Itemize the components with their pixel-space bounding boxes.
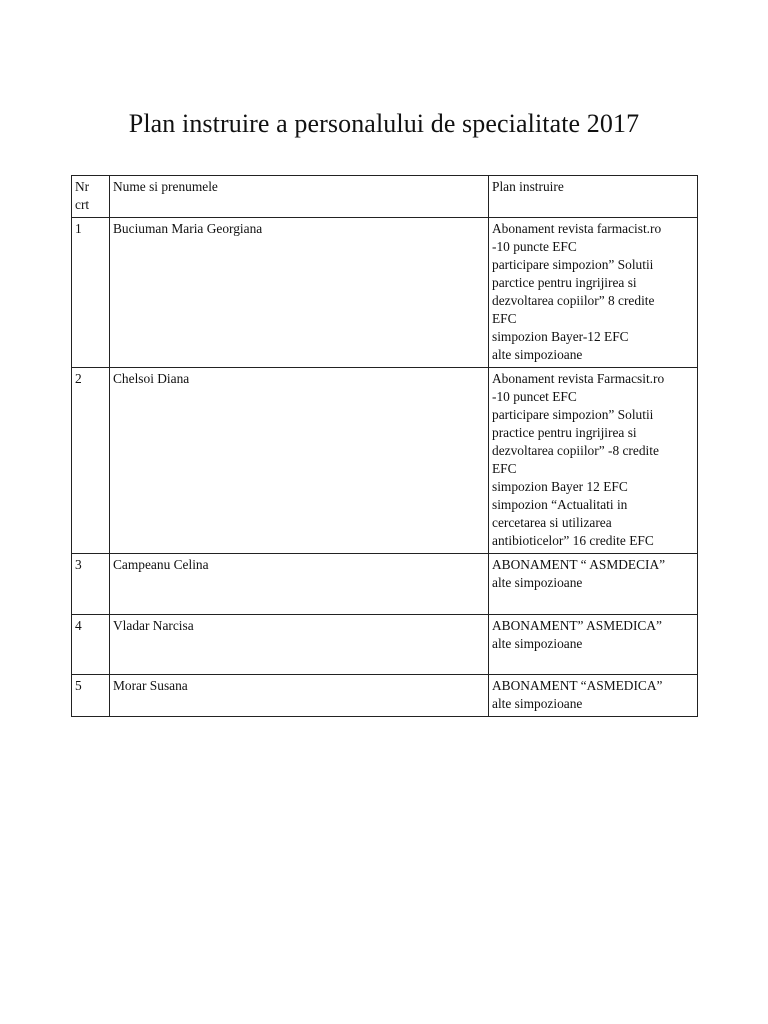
row-name: Campeanu Celina xyxy=(110,554,489,615)
plan-line: practice pentru ingrijirea si xyxy=(492,425,637,440)
plan-line: ABONAMENT “ ASMDECIA” xyxy=(492,557,666,572)
row-number: 3 xyxy=(72,554,110,615)
table-row xyxy=(72,675,698,717)
page-title: Plan instruire a personalului de specialitate 2017 xyxy=(128,109,640,138)
plan-line: EFC xyxy=(492,461,517,476)
plan-line: antibioticelor” 16 credite EFC xyxy=(492,533,654,548)
table-row xyxy=(72,218,698,368)
plan-line: alte simpozioane xyxy=(492,575,583,590)
row-number: 2 xyxy=(72,368,110,554)
row-plan xyxy=(489,554,698,615)
plan-line: simpozion “Actualitati in xyxy=(492,497,628,512)
plan-line: simpozion Bayer 12 EFC xyxy=(492,479,628,494)
row-number: 1 xyxy=(72,218,110,368)
header-plan: Plan instruire xyxy=(489,176,698,218)
plan-line: EFC xyxy=(492,311,517,326)
row-name: Vladar Narcisa xyxy=(110,615,489,675)
plan-line: parctice pentru ingrijirea si xyxy=(492,275,637,290)
plan-line: ABONAMENT” ASMEDICA” xyxy=(492,618,662,633)
plan-line: alte simpozioane xyxy=(492,347,583,362)
row-plan xyxy=(489,615,698,675)
plan-line: participare simpozion” Solutii xyxy=(492,257,654,272)
plan-line: dezvoltarea copiilor” -8 credite xyxy=(492,443,659,458)
plan-line: participare simpozion” Solutii xyxy=(492,407,654,422)
plan-line: dezvoltarea copiilor” 8 credite xyxy=(492,293,655,308)
plan-line: ABONAMENT “ASMEDICA” xyxy=(492,678,663,693)
row-name: Buciuman Maria Georgiana xyxy=(110,218,489,368)
row-name: Morar Susana xyxy=(110,675,489,717)
row-name: Chelsoi Diana xyxy=(110,368,489,554)
row-plan xyxy=(489,368,698,554)
table-row xyxy=(72,615,698,675)
plan-line: Abonament revista Farmacsit.ro xyxy=(492,371,665,386)
row-plan xyxy=(489,218,698,368)
plan-line: simpozion Bayer-12 EFC xyxy=(492,329,629,344)
header-nr-crt: Nr crt xyxy=(72,176,110,218)
plan-line: -10 puncet EFC xyxy=(492,389,577,404)
table-row xyxy=(72,368,698,554)
row-number: 4 xyxy=(72,615,110,675)
plan-line: alte simpozioane xyxy=(492,696,583,711)
plan-line: Abonament revista farmacist.ro xyxy=(492,221,662,236)
table-header-row xyxy=(72,176,698,218)
plan-line: cercetarea si utilizarea xyxy=(492,515,612,530)
table-row xyxy=(72,554,698,615)
row-plan xyxy=(489,675,698,717)
plan-line: -10 puncte EFC xyxy=(492,239,577,254)
training-plan-table xyxy=(71,175,698,717)
header-name: Nume si prenumele xyxy=(110,176,489,218)
plan-line: alte simpozioane xyxy=(492,636,583,651)
row-number: 5 xyxy=(72,675,110,717)
